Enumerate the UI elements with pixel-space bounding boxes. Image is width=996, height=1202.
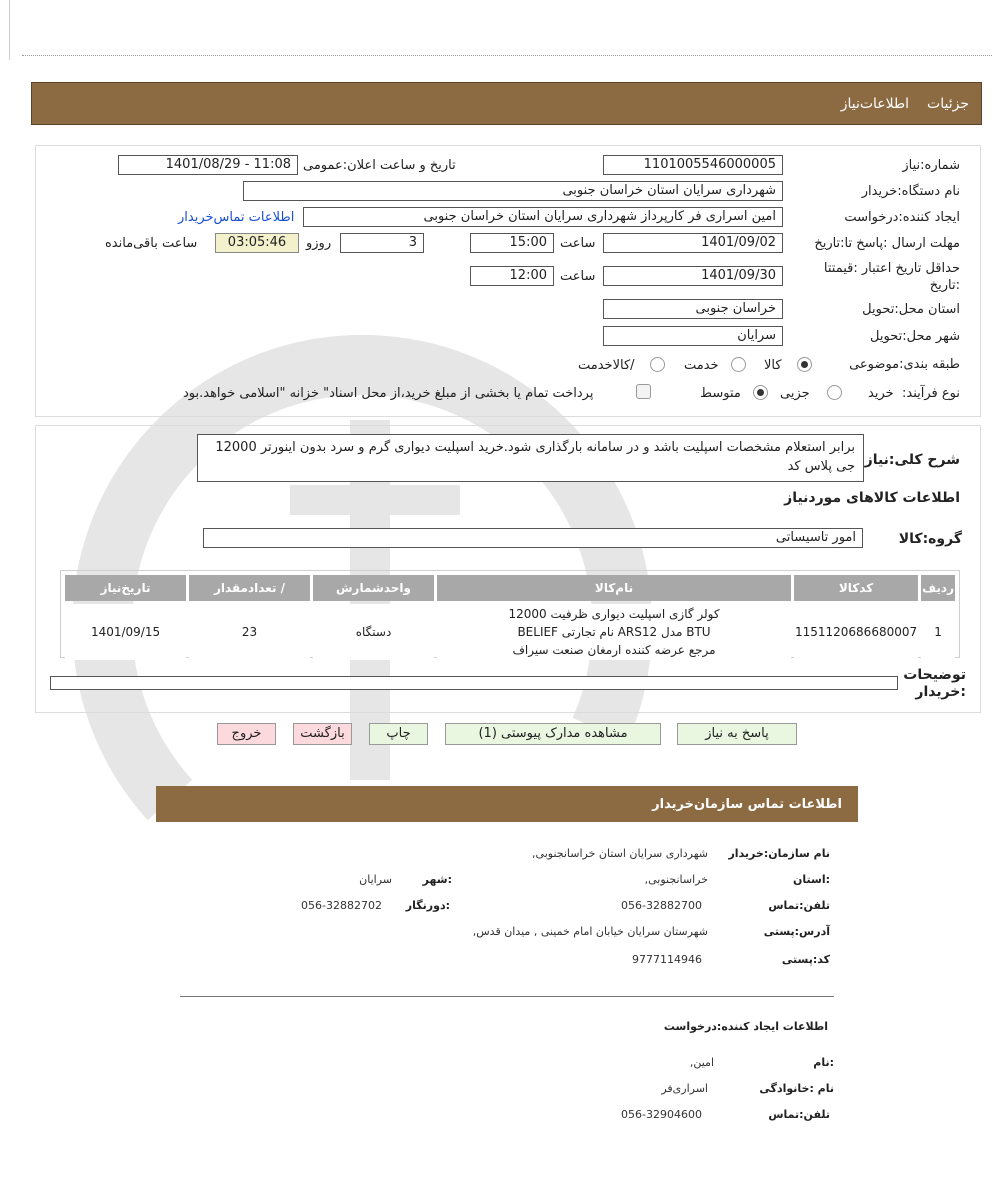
row-qty: 23 [189, 604, 310, 660]
goods-group-field: امور تاسیساتی [203, 528, 863, 548]
remaining-label: ساعت باقی‌مانده [105, 236, 198, 251]
contact-fax-value: 056-32882702 [301, 899, 382, 912]
row-date: 1401/09/15 [65, 604, 186, 660]
goods-table [62, 572, 958, 663]
col-date: تاریخ‌نیاز [65, 575, 186, 601]
contact-phone-value: 056-32882700 [621, 899, 702, 912]
tab-need-info[interactable]: اطلاعات‌نیاز [840, 95, 910, 112]
contact-province-value: خراسانجنوبی, [644, 873, 708, 886]
print-button[interactable]: چاپ [369, 723, 428, 745]
process-buy-label: خرید [868, 386, 894, 401]
req-phone-value: 056-32904600 [621, 1108, 702, 1121]
category-label: طبقه بندی:موضوعی [849, 357, 960, 372]
buyer-notes-label: توضیحات [903, 667, 966, 683]
category-goods-service-label: /کالاخدمت [578, 358, 635, 373]
contact-city-label: :شهر [422, 873, 452, 886]
req-family-value: اسراری‌فر [661, 1082, 708, 1095]
req-name-label: :نام [813, 1056, 834, 1069]
contact-province-label: :استان [793, 873, 830, 886]
row-name [437, 604, 791, 660]
validity-label-2: :تاریخ [929, 278, 960, 293]
buyer-notes-field [50, 676, 898, 690]
province-label: استان محل:تحویل [862, 302, 960, 317]
table-row [65, 604, 955, 660]
col-code: کدکالا [794, 575, 918, 601]
days-field: 3 [340, 233, 424, 253]
goods-group-label: گروه:کالا [898, 531, 962, 547]
category-goods-radio[interactable] [797, 357, 812, 372]
reply-button[interactable]: پاسخ به نیاز [677, 723, 797, 745]
col-qty: / تعدادمقدار [189, 575, 310, 601]
contact-city-value: سرایان [359, 873, 392, 886]
process-minor-radio[interactable] [827, 385, 842, 400]
contact-postal-value: 9777114946 [632, 953, 702, 966]
need-number-field: 1101005546000005 [603, 155, 783, 175]
category-goods-label: کالا [764, 358, 782, 373]
process-label: نوع فرآیند: [902, 386, 960, 401]
deadline-time-label: ساعت [560, 236, 596, 251]
col-unit: واحدشمارش [313, 575, 434, 601]
validity-time-label: ساعت [560, 269, 596, 284]
exit-button[interactable]: خروج [217, 723, 276, 745]
description-field: برابر استعلام مشخصات اسپلیت باشد و در سامانه بارگذاری شود.خرید اسپلیت دیواری گرم و سرد بدون اینورتر 12000 جی پلاس کد [197, 434, 864, 482]
col-name: نام‌کالا [437, 575, 791, 601]
top-dotted-divider [22, 55, 992, 56]
deadline-date-field: 1401/09/02 [603, 233, 783, 253]
validity-date-field: 1401/09/30 [603, 266, 783, 286]
buyer-org-label: نام دستگاه:خریدار [861, 184, 960, 199]
need-number-label: شماره:نیاز [902, 158, 960, 173]
row-code: 1151120686680007 [794, 604, 918, 660]
req-family-label: نام :خانوادگی [759, 1082, 834, 1095]
process-minor-label: جزیی [780, 386, 810, 401]
contact-address-value: شهرستان سرایان خیابان امام خمینی , میدان قدس, [472, 925, 708, 938]
category-service-radio[interactable] [731, 357, 746, 372]
contact-section-title: اطلاعات تماس سازمان‌خریدار [652, 796, 842, 812]
row-unit: دستگاه [313, 604, 434, 660]
row-name-line-2: BTU مدل ARS12 نام تجارتی BELIEF [517, 625, 711, 639]
left-border-line [9, 0, 10, 60]
deadline-time-field: 15:00 [470, 233, 554, 253]
validity-time-field: 12:00 [470, 266, 554, 286]
city-field: سرایان [603, 326, 783, 346]
buyer-org-field: شهرداری سرایان استان خراسان جنوبی [243, 181, 783, 201]
treasury-payment-note: پرداخت تمام یا بخشی از مبلغ خرید،از محل اسناد" خزانه "اسلامی خواهد.بود [183, 386, 594, 401]
province-field: خراسان جنوبی [603, 299, 783, 319]
announce-field: 1401/08/29 - 11:08 [118, 155, 298, 175]
attachments-button[interactable]: مشاهده مدارک پیوستی (1) [445, 723, 661, 745]
contact-divider [180, 996, 834, 997]
row-name-line-3: مرجع عرضه کننده ارمغان صنعت سیراف [512, 643, 716, 657]
process-medium-radio[interactable] [753, 385, 768, 400]
category-goods-service-radio[interactable] [650, 357, 665, 372]
row-name-line-1: کولر گازی اسپلیت دیواری ظرفیت 12000 [508, 607, 720, 621]
countdown-timer: 03:05:46 [215, 233, 299, 253]
description-label: شرح کلی:نیاز [864, 452, 960, 468]
category-service-label: خدمت [684, 358, 719, 373]
back-button[interactable]: بازگشت [293, 723, 352, 745]
contact-postal-label: کد:پستی [781, 953, 830, 966]
requester-info-title: اطلاعات ایجاد کننده:درخواست [663, 1020, 828, 1033]
goods-info-title: اطلاعات کالاهای موردنیاز [784, 490, 960, 506]
treasury-payment-checkbox[interactable] [636, 384, 651, 399]
req-name-value: امین, [689, 1056, 714, 1069]
days-label: روزو [306, 236, 332, 251]
header-bar [31, 82, 982, 125]
row-number: 1 [921, 604, 955, 660]
contact-phone-label: تلفن:تماس [768, 899, 830, 912]
validity-label: حداقل تاریخ اعتبار :قیمتتا [823, 261, 960, 276]
contact-fax-label: :دورنگار [405, 899, 450, 912]
requester-label: ایجاد کننده:درخواست [844, 210, 960, 225]
buyer-notes-label-2: :خریدار [915, 684, 966, 700]
contact-org-label: نام سازمان:خریدار [728, 847, 830, 860]
contact-org-value: شهرداری سرایان استان خراسانجنوبی, [532, 847, 708, 860]
tab-details[interactable]: جزئیات [927, 95, 969, 112]
buyer-contact-link[interactable]: اطلاعات تماس‌خریدار [178, 210, 295, 225]
process-medium-label: متوسط [700, 386, 741, 401]
req-phone-label: تلفن:تماس [768, 1108, 830, 1121]
requester-field: امین اسراری فر کارپرداز شهرداری سرایان استان خراسان جنوبی [303, 207, 783, 227]
city-label: شهر محل:تحویل [870, 329, 960, 344]
contact-section-header [156, 786, 858, 822]
contact-address-label: آدرس:پستی [763, 925, 830, 938]
col-row: ردیف [921, 575, 955, 601]
announce-label: تاریخ و ساعت اعلان:عمومی [303, 158, 456, 173]
deadline-label: مهلت ارسال :پاسخ تا:تاریخ [814, 236, 960, 251]
